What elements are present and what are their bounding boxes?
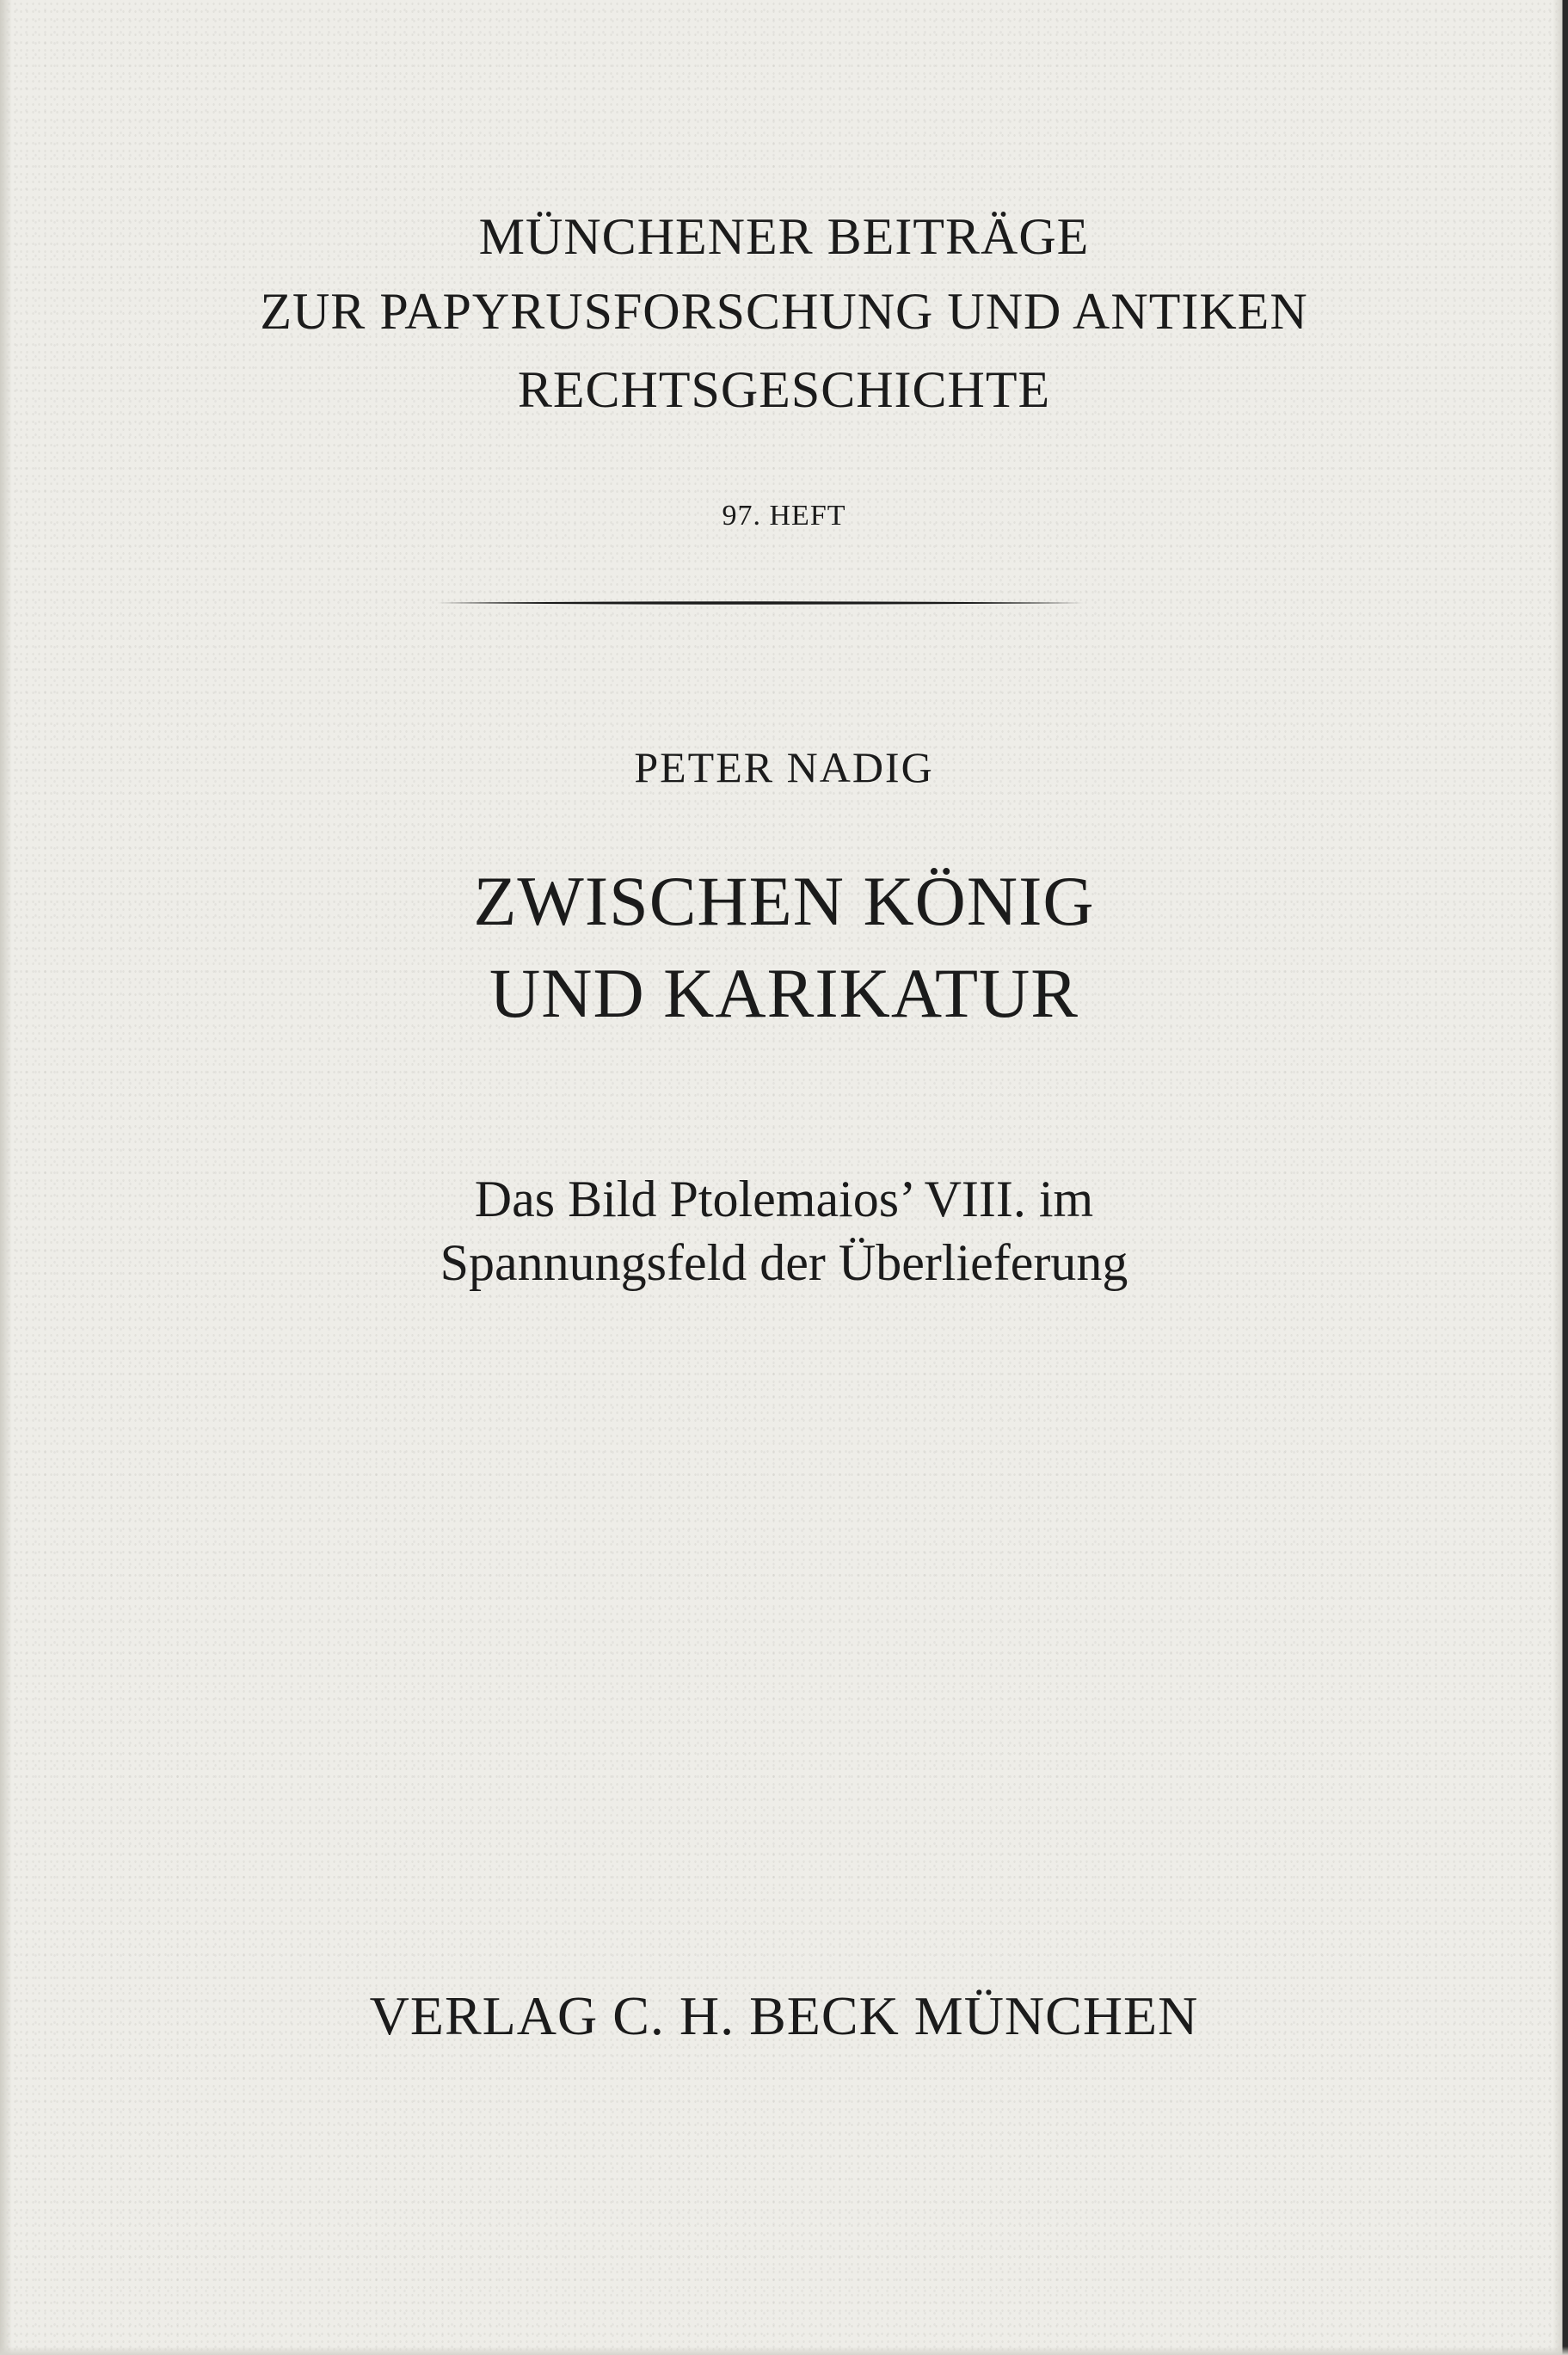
publisher-imprint: VERLAG C. H. BECK MÜNCHEN [369, 1985, 1199, 2046]
cover-bottom-edge [0, 2346, 1568, 2355]
volume-number: 97. HEFT [722, 500, 846, 532]
series-title-line-3: RECHTSGESCHICHTE [517, 361, 1051, 418]
book-subtitle-line-1: Das Bild Ptolemaios’ VIII. im [474, 1171, 1094, 1227]
book-title-line-1: ZWISCHEN KÖNIG [473, 862, 1095, 940]
series-title-line-2: ZUR PAPYRUSFORSCHUNG UND ANTIKEN [260, 283, 1308, 340]
decorative-rule [434, 600, 1084, 606]
book-subtitle-line-2: Spannungsfeld der Überlieferung [440, 1234, 1128, 1291]
book-title-line-2: UND KARIKATUR [489, 954, 1079, 1032]
series-title-line-1: MÜNCHENER BEITRÄGE [478, 208, 1090, 265]
author-name: PETER NADIG [634, 743, 934, 791]
